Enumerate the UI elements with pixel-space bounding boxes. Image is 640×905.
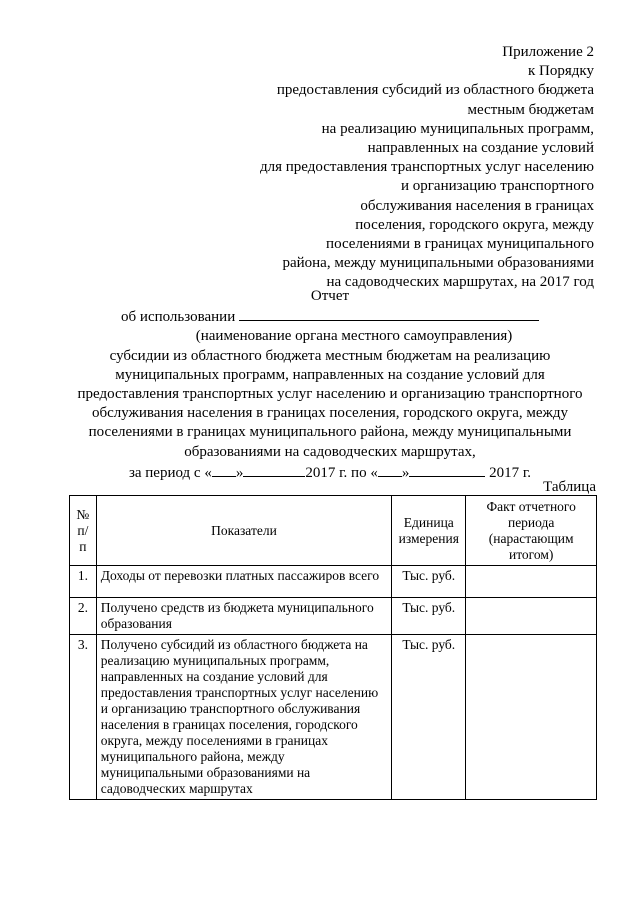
report-body-line: поселениями в границах муниципального района, между муниципальными [88, 424, 572, 441]
appendix-line: обслуживания населения в границах [360, 197, 594, 214]
org-name-blank[interactable] [239, 306, 539, 321]
row-num: 3. [70, 635, 97, 800]
row-num: 2. [70, 598, 97, 635]
usage-line [60, 306, 600, 327]
row-unit: Тыс. руб. [392, 635, 466, 800]
period-mid: 2017 г. по « [305, 464, 378, 481]
table-row [70, 635, 597, 800]
row-num: 1. [70, 566, 97, 598]
appendix-line: Приложение 2 [502, 44, 594, 60]
appendix-line: на садоводческих маршрутах, на 2017 год [326, 274, 594, 291]
report-title-block [60, 287, 600, 483]
appendix-line: местным бюджетам [467, 101, 594, 118]
appendix-line: к Порядку [528, 63, 594, 80]
report-table [69, 495, 597, 800]
appendix-line: на реализацию муниципальных программ, [321, 120, 594, 137]
report-body-line: субсидии из областного бюджета местным бюджетам на реализацию [109, 347, 551, 364]
row-fact-cell[interactable] [466, 566, 597, 598]
report-title: Отчет [310, 288, 350, 304]
start-month-blank[interactable] [243, 462, 305, 477]
start-day-blank[interactable] [212, 462, 236, 477]
appendix-line: поселения, городского округа, между [355, 216, 594, 233]
header-indicator: Показатели [96, 496, 391, 566]
appendix-line: поселениями в границах муниципального [326, 236, 594, 253]
period-quote: » [401, 464, 410, 481]
row-unit: Тыс. руб. [392, 598, 466, 635]
row-fact-cell[interactable] [466, 598, 597, 635]
row-indicator: Доходы от перевозки платных пассажиров всего [96, 566, 391, 598]
end-month-blank[interactable] [409, 462, 485, 477]
report-body-line: образованиями на садоводческих маршрутах, [184, 443, 476, 460]
table-header-row [70, 496, 597, 566]
report-body-line: предоставления транспортных услуг населению и организацию транспортного [77, 386, 583, 403]
row-fact-cell[interactable] [466, 635, 597, 800]
usage-prefix: об использовании [121, 309, 236, 326]
table-caption: Таблица [543, 479, 596, 495]
table-row [70, 598, 597, 635]
header-num: № п/п [70, 496, 97, 566]
appendix-line: для предоставления транспортных услуг населению [260, 159, 594, 176]
period-prefix: за период с « [128, 464, 212, 481]
appendix-line: предоставления субсидий из областного бюджета [276, 82, 594, 99]
header-unit: Единица измерения [392, 496, 466, 566]
appendix-line: и организацию транспортного [400, 178, 594, 195]
row-indicator: Получено средств из бюджета муниципального образования [96, 598, 391, 635]
period-suffix: 2017 г. [485, 464, 532, 481]
org-hint: (наименование органа местного самоуправления) [195, 328, 513, 345]
row-indicator: Получено субсидий из областного бюджета на реализацию муниципальных программ, направленных на создание условий для предоставления транспортных услуг населению и организацию транспортного обслуживания населения в границах поселения, городского округа, между поселениями в границах муниципального района, между муниципальными образованиями на садоводческих маршрутах [96, 635, 391, 800]
period-quote: » [235, 464, 244, 481]
appendix-line: направленных на создание условий [367, 140, 594, 157]
header-fact: Факт отчетного периода (нарастающим итогом) [466, 496, 597, 566]
report-body-line: обслуживания населения в границах поселения, городского округа, между [91, 405, 569, 422]
appendix-line: района, между муниципальными образованиями [282, 255, 594, 272]
period-line [60, 462, 600, 483]
report-body-line: муниципальных программ, направленных на создание условий для [115, 366, 545, 383]
row-unit: Тыс. руб. [392, 566, 466, 598]
appendix-header [194, 43, 594, 293]
end-day-blank[interactable] [378, 462, 402, 477]
table-row [70, 566, 597, 598]
